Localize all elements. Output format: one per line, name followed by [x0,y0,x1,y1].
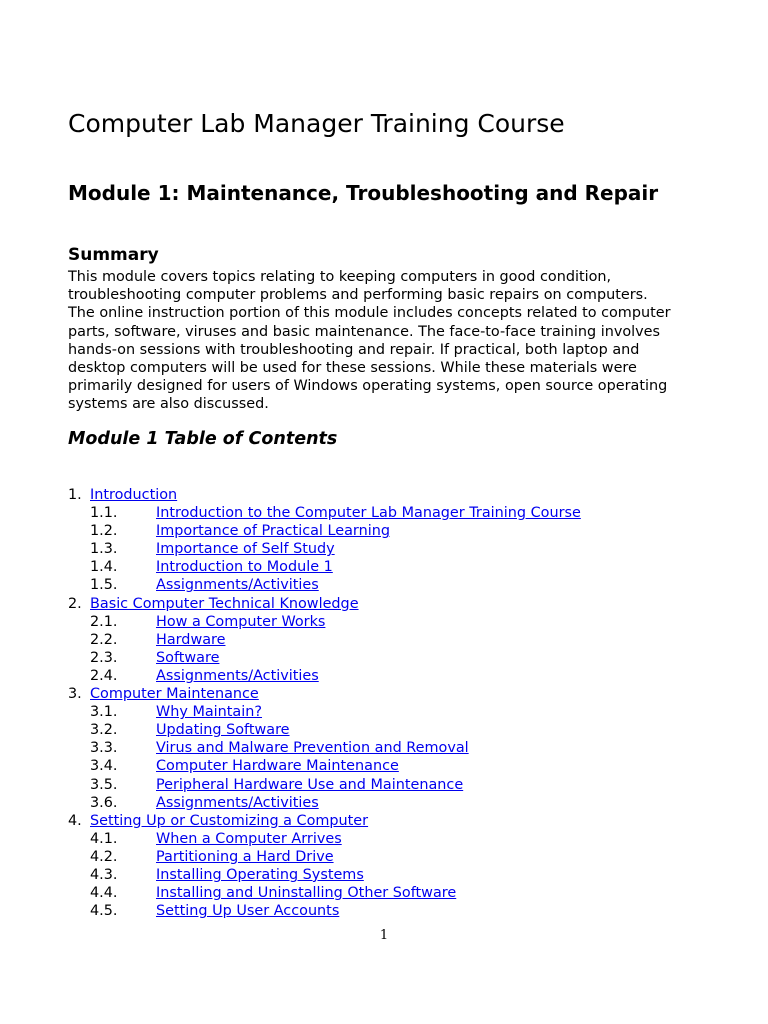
toc-number: 3.3. [90,740,118,757]
page-number: 1 [379,928,389,943]
toc-number: 2.1. [90,613,118,630]
toc-link[interactable]: Updating Software [156,722,290,739]
toc-subsection [68,631,728,649]
toc-link[interactable]: Installing Operating Systems [156,866,364,883]
summary-line: systems are also discussed. [68,396,269,413]
toc-subsection [68,866,728,884]
toc-subsection [68,848,728,866]
summary-line: hands-on sessions with troubleshooting and repair. If practical, both laptop and [68,341,640,358]
toc-number: 3.2. [90,722,118,739]
toc-link[interactable]: When a Computer Arrives [156,830,342,847]
toc-link[interactable]: Peripheral Hardware Use and Maintenance [156,776,464,793]
toc-link[interactable]: Assignments/Activities [156,794,319,811]
module-title: Module 1: Maintenance, Troubleshooting and Repair [68,181,659,205]
document-title: Computer Lab Manager Training Course [68,109,565,138]
toc-subsection [68,649,728,667]
toc-number: 1.1. [90,505,118,522]
summary-heading: Summary [68,245,159,265]
toc-link[interactable]: Setting Up or Customizing a Computer [90,812,369,829]
summary-paragraph [68,268,671,414]
toc-subsection [68,613,728,631]
toc-subsection [68,757,728,775]
toc-link[interactable]: Installing and Uninstalling Other Software [156,885,457,902]
toc-number: 3.5. [90,776,118,793]
toc-number: 2.4. [90,667,118,684]
toc-subsection [68,504,728,522]
toc-link[interactable]: Partitioning a Hard Drive [156,848,334,865]
toc-link[interactable]: Basic Computer Technical Knowledge [90,595,359,612]
toc-section [68,595,728,613]
toc-link[interactable]: Assignments/Activities [156,577,319,594]
toc-link[interactable]: Computer Maintenance [90,686,259,703]
toc-link[interactable]: Computer Hardware Maintenance [156,758,399,775]
toc-number: 4.1. [90,830,118,847]
toc-link[interactable]: Why Maintain? [156,704,263,721]
toc-link[interactable]: Importance of Practical Learning [156,523,390,540]
summary-line: The online instruction portion of this module includes concepts related to computer [68,305,671,322]
toc-subsection [68,721,728,739]
toc-number: 2.2. [90,631,118,648]
toc-subsection [68,776,728,794]
toc-link[interactable]: Assignments/Activities [156,667,319,684]
toc-number: 4.5. [90,903,118,920]
toc-link[interactable]: Setting Up User Accounts [156,903,340,920]
toc-number: 1.3. [90,541,118,558]
toc-number: 4.3. [90,866,118,883]
toc-number: 1. [68,487,82,503]
toc-section [68,685,728,703]
toc-subsection [68,540,728,558]
toc-link[interactable]: Introduction to Module 1 [156,559,333,576]
toc-subsection [68,703,728,721]
toc-subsection [68,558,728,576]
toc-link[interactable]: Introduction to the Computer Lab Manager Training Course [156,505,581,522]
toc-section [68,812,728,830]
toc-number: 3.4. [90,758,118,775]
table-of-contents [68,486,728,920]
toc-subsection [68,576,728,594]
summary-line: parts, software, viruses and basic maintenance. The face-to-face training involves [68,323,661,340]
toc-subsection [68,902,728,920]
summary-line: desktop computers will be used for these sessions. While these materials were [68,359,637,376]
toc-number: 2. [68,595,82,612]
summary-line: primarily designed for users of Windows operating systems, open source operating [68,378,668,395]
toc-number: 4. [68,812,82,829]
toc-number: 1.4. [90,559,118,576]
toc-link[interactable]: Importance of Self Study [156,541,335,558]
toc-link[interactable]: Introduction [90,487,178,503]
toc-subsection [68,522,728,540]
toc-link[interactable]: Virus and Malware Prevention and Removal [156,740,469,757]
toc-number: 1.2. [90,523,118,540]
toc-number: 2.3. [90,649,118,666]
toc-subsection [68,739,728,757]
summary-line: troubleshooting computer problems and performing basic repairs on computers. [68,287,648,304]
toc-subsection [68,794,728,812]
toc-number: 1.5. [90,577,118,594]
toc-section [68,486,728,504]
toc-link[interactable]: Software [156,649,220,666]
toc-link[interactable]: Hardware [156,631,226,648]
toc-heading: Module 1 Table of Contents [68,429,338,449]
toc-subsection [68,884,728,902]
toc-number: 3. [68,686,82,703]
summary-line: This module covers topics relating to keeping computers in good condition, [68,269,612,285]
toc-subsection [68,667,728,685]
toc-number: 3.1. [90,704,118,721]
toc-link[interactable]: How a Computer Works [156,613,326,630]
toc-subsection [68,830,728,848]
toc-number: 4.2. [90,848,118,865]
toc-number: 3.6. [90,794,118,811]
toc-number: 4.4. [90,885,118,902]
